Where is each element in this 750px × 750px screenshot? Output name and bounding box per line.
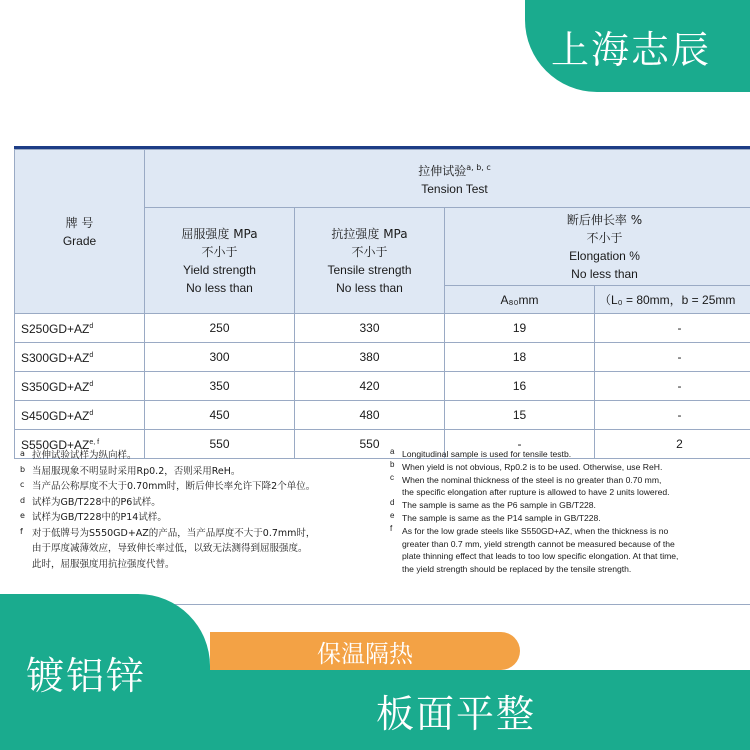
- footnote: e The sample is same as the P14 sample in GB/T228.: [390, 510, 601, 523]
- tension-test-header: 拉伸试验$^{a, b, c}$ Tension Test: [145, 150, 750, 208]
- company-name: 上海志辰: [551, 27, 712, 72]
- footnote: the specific elongation after rupture is allowed to have 2 units lowered.: [402, 487, 670, 498]
- product-name: 镀铝锌: [26, 653, 147, 698]
- a80-cell: -: [445, 430, 595, 459]
- footnote: d The sample is same as the P6 sample in GB/T228.: [390, 498, 596, 511]
- yield-cell: 250: [145, 314, 295, 343]
- footnote: b 当屈服现象不明显时采用Rp0.2，否则采用ReH。: [20, 464, 241, 477]
- a80-cell: 19: [445, 314, 595, 343]
- grade-cell: S550GD+AZ$^{e, f}$: [15, 430, 145, 459]
- grade-cell: $S300GD+AZ^d$: [15, 343, 145, 372]
- footnote: e 试样为GB/T228中的P14试样。: [20, 511, 167, 523]
- footnote: a 拉伸试验试样为纵向样。: [20, 449, 137, 461]
- table-row: [15, 314, 750, 343]
- footnote: f As for the low grade steels like S550GD+AZ, when the thickness is no: [390, 523, 669, 536]
- footnote: c When the nominal thickness of the steel is no greater than 0.70 mm,: [390, 472, 662, 485]
- yield-strength-header: 屈服强度 MPa 不小于 Yield strength No less than: [145, 208, 295, 314]
- grade-spec-table: [14, 149, 750, 459]
- tensile-strength-header: 抗拉强度 MPa 不小于 Tensile strength No less than: [295, 208, 445, 314]
- l0-cell: -: [595, 314, 750, 343]
- a80-cell: 15: [445, 401, 595, 430]
- a80-header: A₈₀mm: [445, 286, 595, 314]
- grade-cell: $S450GD+AZ^d$: [15, 401, 145, 430]
- feature-flat-banner: [210, 670, 750, 750]
- footnote: the yield strength should be replaced by the tensile strength.: [402, 564, 632, 575]
- company-banner: [525, 0, 750, 92]
- footnote: 此时，屈服强度用抗拉强度代替。: [32, 558, 175, 570]
- elongation-header: 断后伸长率 % 不小于 Elongation % No less than: [445, 208, 750, 286]
- yield-cell: 300: [145, 343, 295, 372]
- tensile-cell: 480: [295, 401, 445, 430]
- footnotes-chinese: [20, 448, 378, 572]
- tensile-cell: 420: [295, 372, 445, 401]
- footnotes: [14, 440, 750, 605]
- l0-cell: -: [595, 401, 750, 430]
- l0-header: （L₀ = 80mm，b = 25mm: [595, 286, 750, 314]
- product-banner: [0, 594, 210, 750]
- a80-cell: 16: [445, 372, 595, 401]
- table-row: [15, 343, 750, 372]
- tensile-cell: 330: [295, 314, 445, 343]
- yield-cell: 550: [145, 430, 295, 459]
- grade-cell: $S350GD+AZ^d$: [15, 372, 145, 401]
- footnote: greater than 0.7 mm, yield strength cannot be measured because of the: [402, 538, 675, 549]
- l0-cell: -: [595, 343, 750, 372]
- grade-header: 牌 号 Grade: [15, 150, 145, 314]
- yield-cell: 350: [145, 372, 295, 401]
- footnote: plate thinning effect that leads to too low specific elongation. At that time,: [402, 551, 679, 562]
- table-row: [15, 372, 750, 401]
- tensile-cell: 550: [295, 430, 445, 459]
- yield-cell: 450: [145, 401, 295, 430]
- footnote: b When yield is not obvious, Rp0.2 is to be used. Otherwise, use ReH.: [390, 459, 663, 472]
- feature-flat-label: 板面平整: [376, 691, 537, 736]
- table-row: [15, 401, 750, 430]
- footnote: f 对于低牌号为S550GD+AZ的产品，当产品厚度不大于0.7mm时，: [20, 526, 316, 539]
- l0-cell: 2: [595, 430, 750, 459]
- footnote: c 当产品公称厚度不大于0.70mm时，断后伸长率允许下降2个单位。: [20, 480, 316, 492]
- a80-cell: 18: [445, 343, 595, 372]
- feature-insulation-label: 保温隔热: [317, 639, 413, 668]
- feature-insulation-banner: [210, 632, 520, 670]
- footnote: d 试样为GB/T228中的P6试样。: [20, 495, 161, 508]
- l0-cell: -: [595, 372, 750, 401]
- tensile-cell: 380: [295, 343, 445, 372]
- footnotes-english: [390, 448, 738, 576]
- footnote: a Longitudinal sample is used for tensile testb.: [390, 447, 572, 459]
- footnote: 由于厚度减薄效应，导致伸长率过低，以致无法测得到屈服强度。: [32, 543, 308, 554]
- grade-cell: $S250GD+AZ^d$: [15, 314, 145, 343]
